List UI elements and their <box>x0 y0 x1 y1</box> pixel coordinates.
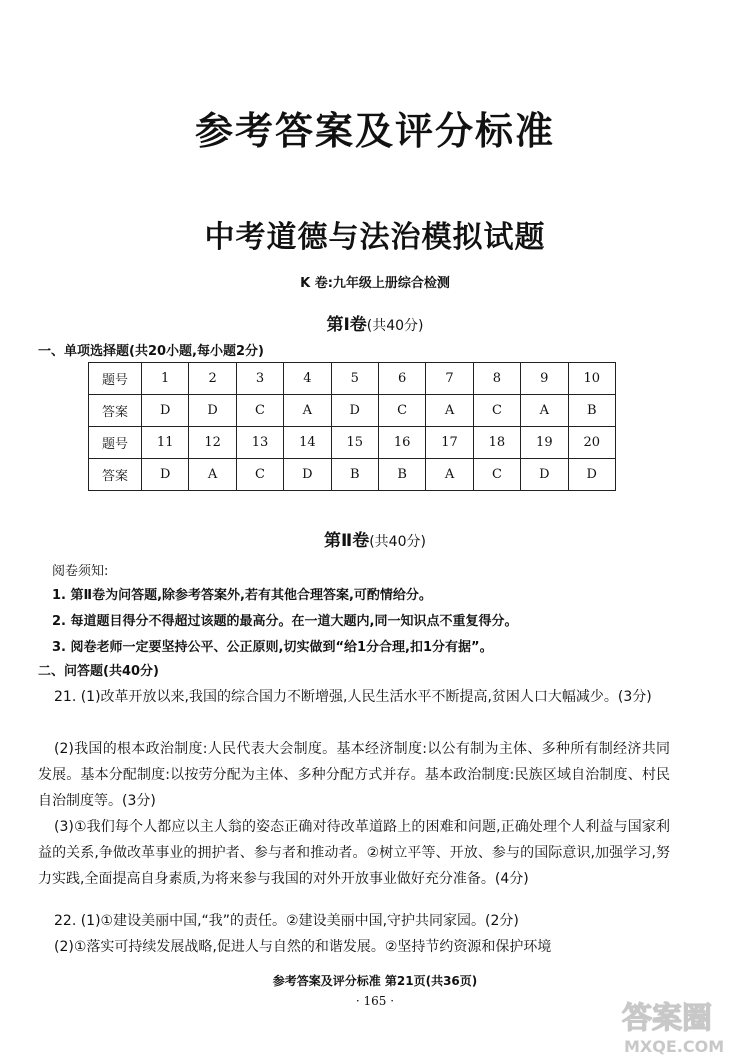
question-number: 7 <box>426 363 473 395</box>
answer-paragraph: 21. (1)改革开放以来,我国的综合国力不断增强,人民生活水平不断提高,贫困人口大幅减少。(3分) <box>54 689 652 705</box>
answer-cell: D <box>189 395 236 427</box>
grading-note: 2. 每道题目得分不得超过该题的最高分。在一道大题内,同一知识点不重复得分。 <box>52 614 518 629</box>
table-row <box>89 363 616 395</box>
watermark-logo-icon <box>612 992 742 1058</box>
answer-cell: C <box>378 395 425 427</box>
volume-2-score: (共40分) <box>369 534 426 550</box>
question-number: 18 <box>473 427 520 459</box>
question-number: 16 <box>378 427 425 459</box>
page-title: 参考答案及评分标准 <box>194 108 555 153</box>
page-number: · 165 · <box>355 994 395 1008</box>
volume-2-name: 第Ⅱ卷 <box>324 531 370 551</box>
exam-subtitle: 中考道德与法治模拟试题 <box>204 220 546 255</box>
question-number: 2 <box>189 363 236 395</box>
answer-cell: D <box>142 459 189 491</box>
question-number: 1 <box>142 363 189 395</box>
question-number: 6 <box>378 363 425 395</box>
question-number: 11 <box>142 427 189 459</box>
answer-cell: C <box>236 395 283 427</box>
watermark-text: 答案圈 <box>622 1001 712 1036</box>
question-number: 3 <box>236 363 283 395</box>
volume-2-heading <box>0 526 750 551</box>
section-1-heading: 一、单项选择题(共20小题,每小题2分) <box>38 344 264 359</box>
answer-cell: B <box>331 459 378 491</box>
answer-cell: A <box>189 459 236 491</box>
question-number: 8 <box>473 363 520 395</box>
grading-note: 1. 第Ⅱ卷为问答题,除参考答案外,若有其他合理答案,可酌情给分。 <box>52 588 432 603</box>
volume-1-score: (共40分) <box>366 318 424 334</box>
volume-1-name: 第Ⅰ卷 <box>326 315 367 335</box>
table-row <box>89 427 616 459</box>
answer-cell: D <box>142 395 189 427</box>
row-label: 题号 <box>89 427 142 459</box>
answer-cell: C <box>473 459 520 491</box>
table-row <box>89 395 616 427</box>
row-label: 答案 <box>89 395 142 427</box>
question-number: 19 <box>521 427 568 459</box>
question-number: 15 <box>331 427 378 459</box>
row-label: 答案 <box>89 459 142 491</box>
answer-cell: B <box>378 459 425 491</box>
answer-cell: B <box>568 395 615 427</box>
answer-cell: A <box>426 459 473 491</box>
answer-cell: D <box>284 459 331 491</box>
question-number: 10 <box>568 363 615 395</box>
table-row <box>89 459 616 491</box>
answer-cell: D <box>521 459 568 491</box>
answer-cell: C <box>473 395 520 427</box>
page-footer: 参考答案及评分标准 第21页(共36页) <box>272 974 478 988</box>
answer-paragraph: (2)我国的根本政治制度:人民代表大会制度。基本经济制度:以公有制为主体、多种所有制经济共同发展。基本分配制度:以按劳分配为主体、多种分配方式并存。基本政治制度:民族区域自治制度、村民自治制度等。(3分) <box>38 741 670 809</box>
question-number: 12 <box>189 427 236 459</box>
watermark-url: MXQE.COM <box>624 1037 725 1056</box>
question-number: 4 <box>284 363 331 395</box>
question-number: 13 <box>236 427 283 459</box>
answer-paragraph: 22. (1)①建设美丽中国,“我”的责任。②建设美丽中国,守护共同家园。(2分) <box>54 913 519 929</box>
section-2-heading: 二、问答题(共40分) <box>38 664 159 679</box>
grading-notes-heading: 阅卷须知: <box>52 564 109 579</box>
answer-table <box>88 362 616 491</box>
answer-cell: A <box>521 395 568 427</box>
question-number: 14 <box>284 427 331 459</box>
question-number: 20 <box>568 427 615 459</box>
answer-cell: C <box>236 459 283 491</box>
question-number: 9 <box>521 363 568 395</box>
question-number: 17 <box>426 427 473 459</box>
row-label: 题号 <box>89 363 142 395</box>
answer-paragraph: (2)①落实可持续发展战略,促进人与自然的和谐发展。②坚持节约资源和保护环境 <box>54 939 552 955</box>
answer-paragraph: (3)①我们每个人都应以主人翁的姿态正确对待改革道路上的困难和问题,正确处理个人利益与国家利益的关系,争做改革事业的拥护者、参与者和推动者。②树立平等、开放、参与的国际意识,加强学习,努力实践,全面提高自身素质,为将来参与我国的对外开放事业做好充分准备。(4分) <box>38 819 670 887</box>
volume-1-heading <box>0 310 750 335</box>
answer-cell: D <box>331 395 378 427</box>
exam-code: K 卷:九年级上册综合检测 <box>300 276 450 291</box>
answer-cell: A <box>426 395 473 427</box>
grading-note: 3. 阅卷老师一定要坚持公平、公正原则,切实做到“给1分合理,扣1分有据”。 <box>52 640 493 655</box>
question-number: 5 <box>331 363 378 395</box>
answer-cell: D <box>568 459 615 491</box>
answer-cell: A <box>284 395 331 427</box>
